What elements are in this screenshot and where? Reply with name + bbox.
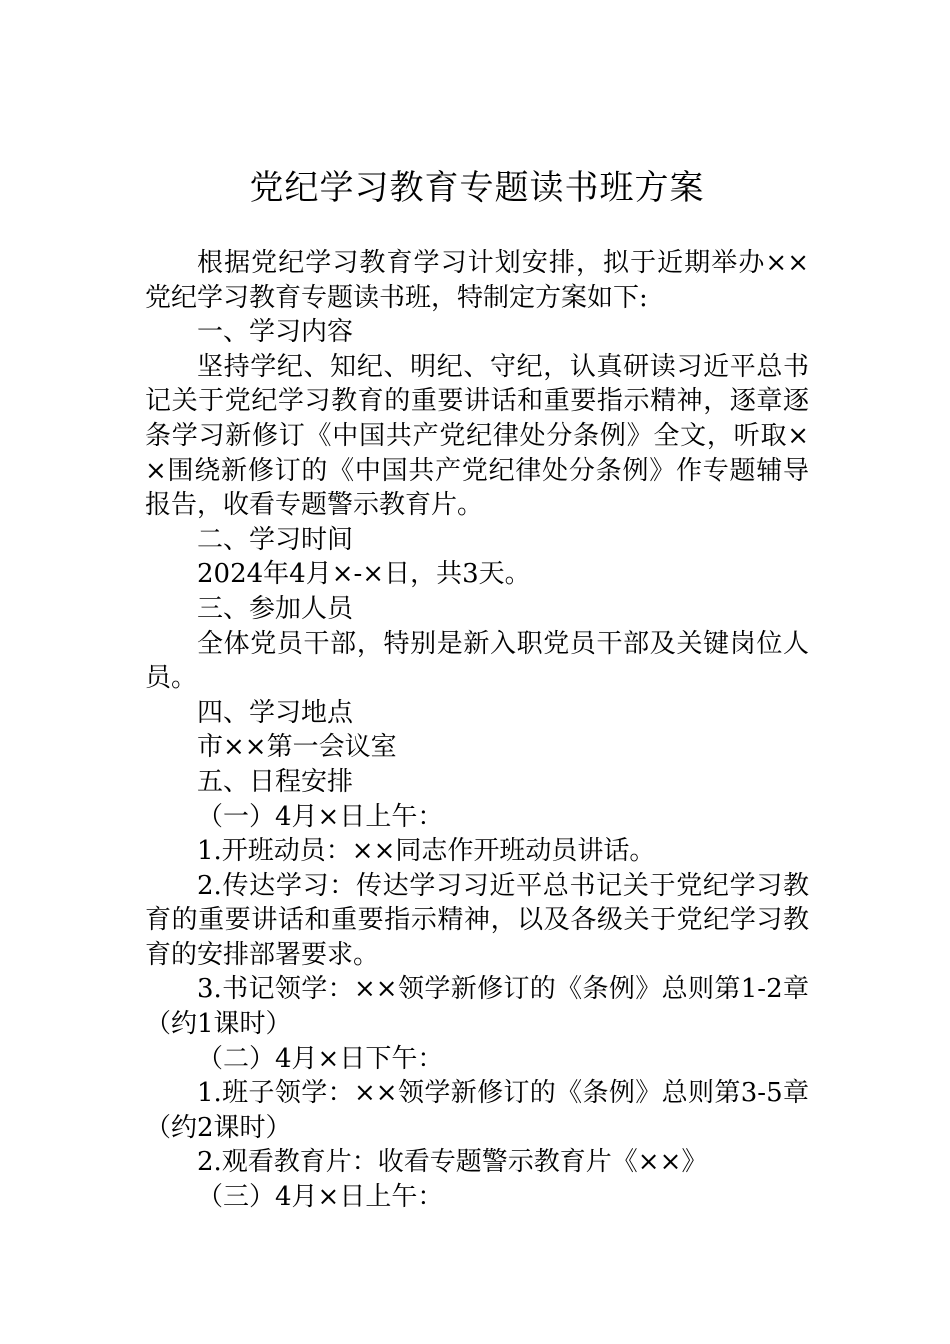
document-title: 党纪学习教育专题读书班方案 [249,168,705,208]
content-paragraph: 坚持学纪、知纪、明纪、守纪，认真研读习近平总书记关于党纪学习教育的重要讲话和重要指示精神，逐章逐条学习新修订《中国共产党纪律处分条例》全文，听取××围绕新修订的《中国共产党纪律处分条例》作专题辅导报告，收看专题警示教育片。 [145,351,809,521]
participants-paragraph: 全体党员干部，特别是新入职党员干部及关键岗位人员。 [145,628,809,694]
section-heading-schedule: 五、日程安排 [197,766,354,797]
section-heading-participants: 三、参加人员 [197,593,354,624]
schedule-item: 1.班子领学：××领学新修订的《条例》总则第3-5章（约2课时） [145,1078,809,1143]
location-paragraph: 市××第一会议室 [197,732,397,763]
schedule-item: 3.书记领学：××领学新修订的《条例》总则第1-2章（约1课时） [145,974,809,1040]
schedule-item: 2.传达学习：传达学习习近平总书记关于党纪学习教育的重要讲话和重要指示精神，以及各级关于党纪学习教育的安排部署要求。 [145,870,809,970]
section-heading-location: 四、学习地点 [197,697,354,728]
schedule-day-1-afternoon: （二）4月×日下午： [197,1043,444,1074]
schedule-item: 1.开班动员：××同志作开班动员讲话。 [197,836,656,867]
section-heading-time: 二、学习时间 [197,524,354,555]
time-paragraph: 2024年4月×-×日，共3天。 [197,559,531,590]
schedule-item: 2.观看教育片：收看专题警示教育片《××》 [197,1147,708,1178]
section-heading-content: 一、学习内容 [197,317,354,348]
document-page [145,160,809,1215]
schedule-day-1-morning: （一）4月×日上午： [197,801,444,832]
schedule-day-2-morning: （三）4月×日上午： [197,1182,444,1213]
intro-paragraph: 根据党纪学习教育学习计划安排，拟于近期举办××党纪学习教育专题读书班，特制定方案如下: [145,248,809,313]
